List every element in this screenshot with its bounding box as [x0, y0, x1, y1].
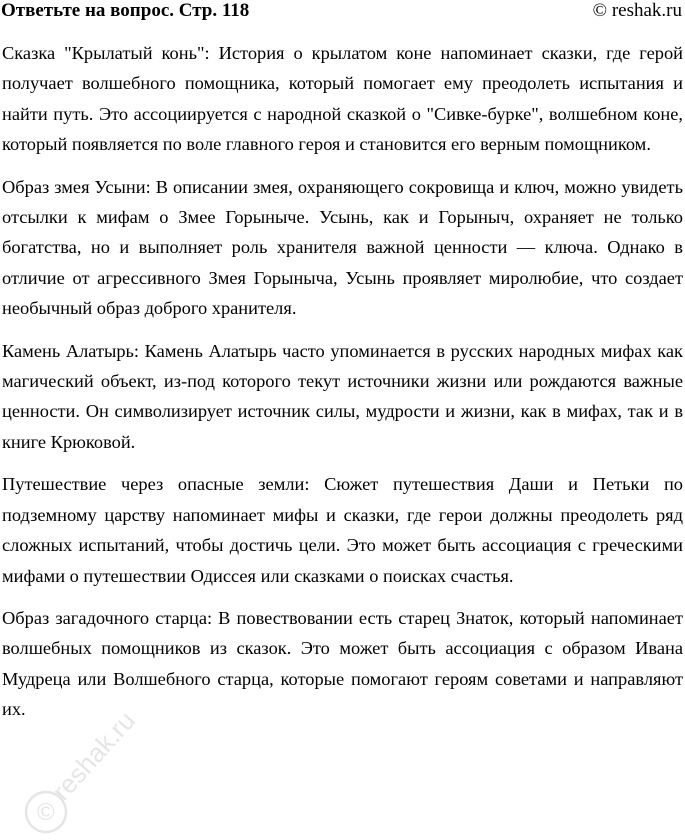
paragraph-krylaty-kon: Сказка "Крылатый конь": История о крылатом коне напоминает сказки, где герой получает волшебного помощника, который помогает ему преодолеть испытания и найти путь. Это ассоциируется с народной сказкой о "Сивке-бурке", волшебном коне, который появляется по воле главного героя и становится его верным помощником.: [2, 43, 683, 155]
watermark-ring-icon: [26, 792, 66, 832]
site-copyright: © reshak.ru: [592, 0, 682, 21]
paragraph-obraz-startsa: Образ загадочного старца: В повествовании есть старец Знаток, который напоминает волшебных помощников из сказок. Это может быть ассоциация с образом Ивана Мудреца или Волшебного старца, которые помогают героям советами и направляют их.: [2, 607, 683, 720]
paragraph-puteshestvie: Путешествие через опасные земли: Сюжет путешествия Даши и Петьки по подземному царству напоминает мифы и сказки, где герои должны преодолеть ряд сложных испытаний, чтобы достичь цели. Это может быть ассоциация с греческими мифами о путешествии Одиссея или сказками о поисках счастья.: [2, 474, 683, 586]
watermark-text: reshak.ru: [46, 705, 141, 807]
paragraph-kamen-alatyr: Камень Алатырь: Камень Алатырь часто упоминается в русских народных мифах как магический объект, из-под которого текут источники жизни или рождаются важные ценности. Он символизирует источник силы, мудрости и жизни, как в мифах, так и в книге Крюковой.: [2, 340, 683, 452]
page-title: Ответьте на вопрос. Стр. 118: [1, 0, 250, 21]
watermark-copyright-icon: ©: [37, 799, 55, 826]
answer-text: [2, 38, 683, 737]
page-header: [0, 0, 685, 24]
paragraph-zmey-usynya: Образ змея Усыни: В описании змея, охраняющего сокровища и ключ, можно увидеть отсылки к мифам о Змее Горыныче. Усынь, как и Горыныч, охраняет не только богатства, но и выполняет роль хранителя важной ценности — ключа. Однако в отличие от агрессивного Змея Горыныча, Усынь проявляет миролюбие, что создает необычный образ доброго хранителя.: [2, 176, 683, 319]
